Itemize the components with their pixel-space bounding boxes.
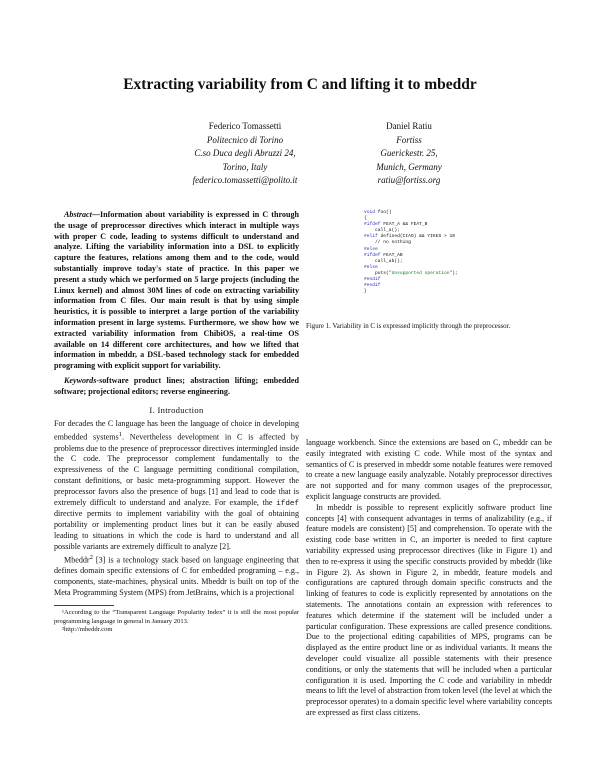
paper-title: Extracting variability from C and lifting it to mbeddr [123, 76, 477, 93]
keywords-label: Keywords [64, 375, 97, 385]
author-affiliation: Fortiss [396, 134, 422, 145]
code-keyword: #elif [364, 234, 378, 240]
code-keyword: #endif [364, 277, 381, 283]
code-keyword: #ifdef [364, 222, 381, 228]
code-string: "Unsupported operation" [388, 270, 453, 276]
inline-code: ifdef [276, 499, 299, 508]
author-address: Guerickestr. 25, [380, 148, 438, 159]
author-city: Torino, Italy [222, 161, 268, 172]
right-column [306, 438, 552, 719]
code-text: puts( [364, 270, 389, 276]
author-email: ratiu@fortiss.org [377, 175, 441, 186]
intro-paragraph: language workbench. Since the extensions are based on C, mbeddr can be easily integrated with existing C code. While most of the syntax and semantics of C is preserved in mbeddr some notable features were removed to create a new language easily analyzable. Notably preprocessor directives are not supported and for many common usages of the preprocessor, explicit language constructs are provided. [306, 438, 552, 501]
code-keyword: #endif [364, 283, 381, 289]
intro-paragraph: In mbeddr is possible to represent explicitly software product line concepts [4] with consequent advantages in terms of analizability (e.g., if feature models are consistent) [5] and comprehension. To operate with the existing code base written in C, an importer is needed to first capture variability expressed using preprocessor directives (like in Figure 1) and then to re-express it using the specific constructs provided by mbeddr (like in Figure 2). As shown in Figure 2, in mbeddr, feature models and configurations are captured through domain specific constructs and the linking of features to code is explicitly represented by annotations on the statements. The annotations contain an expression with references to features which determine if the statement will be included under a particular configuration. These expressions are called presence conditions. Due to the projectional editing capabilities of MPS, programs can be displayed as the entire product line or as individual variants. It means the developer could visualize all possible statements with their presence conditions, or only the statements that will be included when a particular configuration it is used. Importing the C code and variability in mbeddr means to lift the level of abstraction from token level (the level at which the preprocessor operates) to a domain specific level where variability concepts are expressed as first class citizens. [306, 502, 552, 717]
intro-paragraph [54, 553, 299, 599]
left-column [54, 210, 299, 635]
author-address: C.so Duca degli Abruzzi 24, [194, 148, 296, 159]
section-heading: I. Introduction [149, 404, 204, 415]
code-text: // no nothing [364, 240, 411, 246]
author-block-1 [150, 120, 340, 188]
code-text: foo() [375, 210, 392, 215]
text-run: directive permits to implement variability with the goal of obtaining portability or implementing product lines but it can be easily abused leading to situations in which the code is hard to understand and all possible variants are extremely difficult to analyze [2]. [54, 509, 299, 551]
keywords [54, 376, 299, 398]
code-text: FEAT_AB [380, 252, 403, 258]
code-text: call_ab(); [364, 258, 403, 264]
footnote-marker: 1 [118, 431, 123, 439]
footnote: ²http://mbeddr.com [62, 626, 113, 634]
author-name: Daniel Ratiu [386, 121, 432, 131]
code-text: } [364, 289, 367, 295]
code-text: ); [452, 270, 458, 276]
author-email: federico.tomassetti@polito.it [192, 175, 298, 186]
code-keyword: void [364, 210, 376, 215]
abstract-label: Abstract [64, 210, 92, 219]
code-keyword: #else [364, 246, 378, 252]
intro-paragraph [54, 419, 299, 552]
text-run: . Nevertheless development in C is affected by problems due to the presence of preprocessor directives intermingled inside the C code. The preprocessor complement fundamentally to the expressiveness of the C language permitting conditional compilation, constant definitions, or basic meta-programming support. However the preprocessor favors also the presence of bugs [1] and lead to code that is extremely difficult to understand and analyze. For example, the [54, 432, 300, 507]
figure-caption: Figure 1. Variability in C is expressed implicitly through the preprocessor. [306, 323, 511, 330]
abstract [54, 210, 299, 372]
code-line [364, 289, 524, 295]
code-text: FEAT_A && FEAT_B [380, 222, 428, 228]
footnote-marker: 2 [89, 553, 93, 561]
author-name: Federico Tomassetti [208, 121, 282, 131]
author-affiliation: Politecnico di Torino [206, 134, 284, 145]
figure-code-listing [364, 210, 524, 304]
code-text: { [364, 216, 367, 222]
text-run: Mbeddr [64, 555, 90, 565]
abstract-text: —Information about variability is expressed in C through the usage of preprocessor directives which interact in multiple ways with proper C code, leading to systems difficult to understand and analyze. Lifting the variability information into a DSL to explicitly capture the features, relations among them and to the code, would substantially improve today's state of practice. In this paper we present a study which we performed on 5 large projects (including the Linux kernel) and almost 30M lines of code on extracting variability information from C files. Our main result is that by using simple heuristics, it is possible to interpret a large portion of the variability information present in large systems. Furthermore, we show how we extracted variability information from ChibiOS, a real-time OS available on 14 different core architectures, and how we lifted that information in mbeddr, a DSL-based technology stack for embedded programing with explicit support for variability. [54, 210, 299, 371]
text-run: [3] is a technology stack based on language engineering that defines domain specific extensions of C for embedded programing – e.g., components, state-machines, physical units. Mbeddr is built on top of the Meta Programming System (MPS) from JetBrains, which is a projectional [54, 555, 299, 597]
author-block-2 [334, 120, 484, 188]
footnote-divider [54, 605, 114, 606]
footnote: ¹According to the “Transparent Language Popularity Index” it is still the most popular programming language in general in January 2013. [54, 609, 299, 625]
code-keyword: #else [364, 264, 378, 270]
text-run: For decades the C language has been the language of choice in developing embedded systems [54, 419, 299, 442]
code-block [364, 210, 524, 295]
code-text: defined(CIAO) && YIKES > 10 [377, 234, 455, 240]
author-city: Munich, Germany [376, 161, 442, 172]
keywords-text: -software product lines; abstraction lifting; embedded software; projectional editors; reverse engineering. [54, 375, 299, 396]
code-keyword: #ifdef [364, 252, 381, 258]
code-text: call_a(); [364, 228, 400, 234]
